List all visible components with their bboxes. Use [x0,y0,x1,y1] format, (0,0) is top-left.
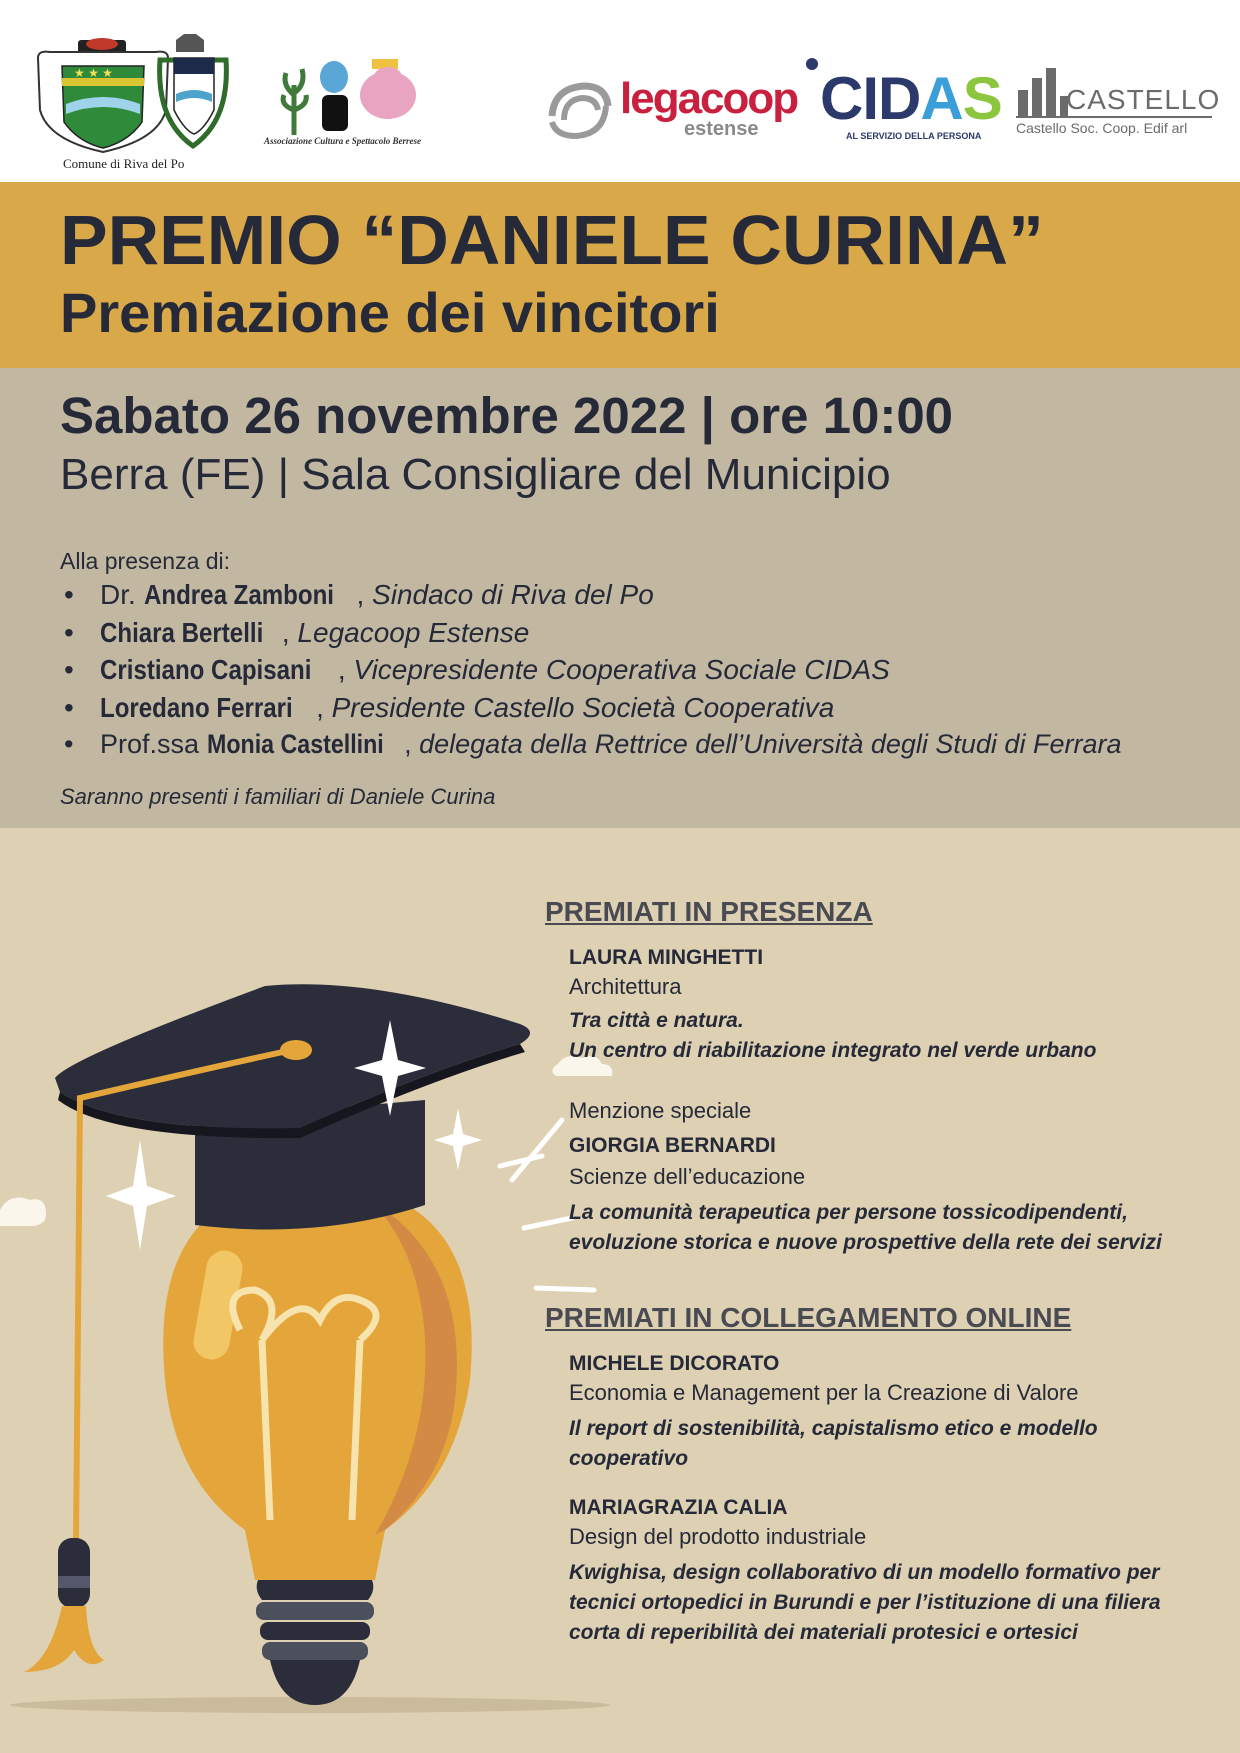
winner-thesis: La comunità terapeutica per persone tossicodipendenti, [569,1201,1128,1224]
event-date-time: Sabato 26 novembre 2022 | ore 10:00 [60,387,954,444]
cidas-sub: AL SERVIZIO DELLA PERSONA [846,131,982,141]
legacoop-logo: legacoop [620,74,798,123]
list-item: • Cristiano Capisani , Vicepresidente Cooperativa Sociale CIDAS [60,651,1121,689]
guest-name: Andrea Zamboni [143,579,334,610]
associazione-caption: Associazione Cultura e Spettacolo Berrese [264,136,422,146]
event-place: Berra (FE) | Sala Consigliare del Municipio [60,450,891,499]
winner-field: Economia e Management per la Creazione di Valore [569,1380,1079,1405]
winner-name: GIORGIA BERNARDI [569,1134,776,1157]
svg-text:★ ★ ★: ★ ★ ★ [74,66,113,80]
winner-thesis: Kwighisa, design collaborativo di un modello formativo per [569,1561,1160,1584]
guest-prefix: Dr. [100,579,144,610]
guest-list [60,576,1121,764]
castello-rule [1016,116,1212,118]
winner-thesis: Tra città e natura. [569,1009,744,1032]
winner-name: LAURA MINGHETTI [569,946,764,969]
cidas-logo: CIDAS [820,65,1002,132]
list-item: • Prof.ssa Monia Castellini , delegata della Rettrice dell’Università degli Studi di Ferrara [60,726,1121,764]
winner-thesis: evoluzione storica e nuove prospettive della rete dei servizi [569,1231,1162,1254]
page-subtitle: Premiazione dei vincitori [60,281,720,344]
guest-name: Cristiano Capisani [100,654,312,685]
winner-thesis: cooperativo [569,1447,689,1470]
castello-buildings-icon [1016,66,1070,116]
castello-sub: Castello Soc. Coop. Edif arl [1016,120,1188,136]
guest-name: Monia Castellini [206,729,384,759]
riva-del-po-coat-of-arms [28,30,233,155]
winner-field: Architettura [569,974,682,999]
guest-name: Chiara Bertelli [100,616,264,648]
special-mention-label: Menzione speciale [569,1098,752,1123]
comune-caption: Comune di Riva del Po [63,156,185,171]
guest-role: Legacoop Estense [297,616,530,648]
guest-prefix: Prof.ssa [100,729,207,759]
castello-logo: CASTELLO [1066,84,1221,115]
guest-name: Loredano Ferrari [100,691,293,723]
cidas-dot-icon [806,58,818,70]
page-title: PREMIO “DANIELE CURINA” [60,201,1044,279]
winner-thesis: Il report di sostenibilità, capistalismo etico e modello [569,1417,1098,1440]
graduation-lightbulb-illustration [0,960,640,1720]
guest-role: Sindaco di Riva del Po [372,579,654,610]
winner-field: Design del prodotto industriale [569,1524,867,1549]
list-item: • Chiara Bertelli , Legacoop Estense [60,614,1121,652]
winner-field: Scienze dell’educazione [569,1164,806,1189]
list-item: • Loredano Ferrari , Presidente Castello Società Cooperativa [60,689,1121,727]
legacoop-swirl-icon [544,76,614,142]
online-heading: PREMIATI IN COLLEGAMENTO ONLINE [545,1302,1072,1333]
guest-role: delegata della Rettrice dell’Università degli Studi di Ferrara [419,729,1122,759]
legacoop-sub: estense [684,118,759,140]
family-note: Saranno presenti i familiari di Daniele Curina [60,784,496,809]
winner-name: MICHELE DICORATO [569,1352,780,1375]
associazione-mascot-logo [276,55,426,137]
winner-thesis: corta di reperibilità dei materiali protesici e ortesici [569,1621,1078,1644]
logo-bar [0,0,1240,182]
winner-name: MARIAGRAZIA CALIA [569,1496,788,1519]
guest-role: Presidente Castello Società Cooperativa [331,691,835,723]
presence-label: Alla presenza di: [60,548,231,574]
winner-thesis: tecnici ortopedici in Burundi e per l’istituzione di una filiera [569,1591,1161,1614]
guest-role: Vicepresidente Cooperativa Sociale CIDAS [353,654,890,685]
list-item: • Dr. Andrea Zamboni , Sindaco di Riva del Po [60,576,1121,614]
in-person-heading: PREMIATI IN PRESENZA [545,896,873,927]
winner-thesis: Un centro di riabilitazione integrato nel verde urbano [569,1039,1097,1062]
